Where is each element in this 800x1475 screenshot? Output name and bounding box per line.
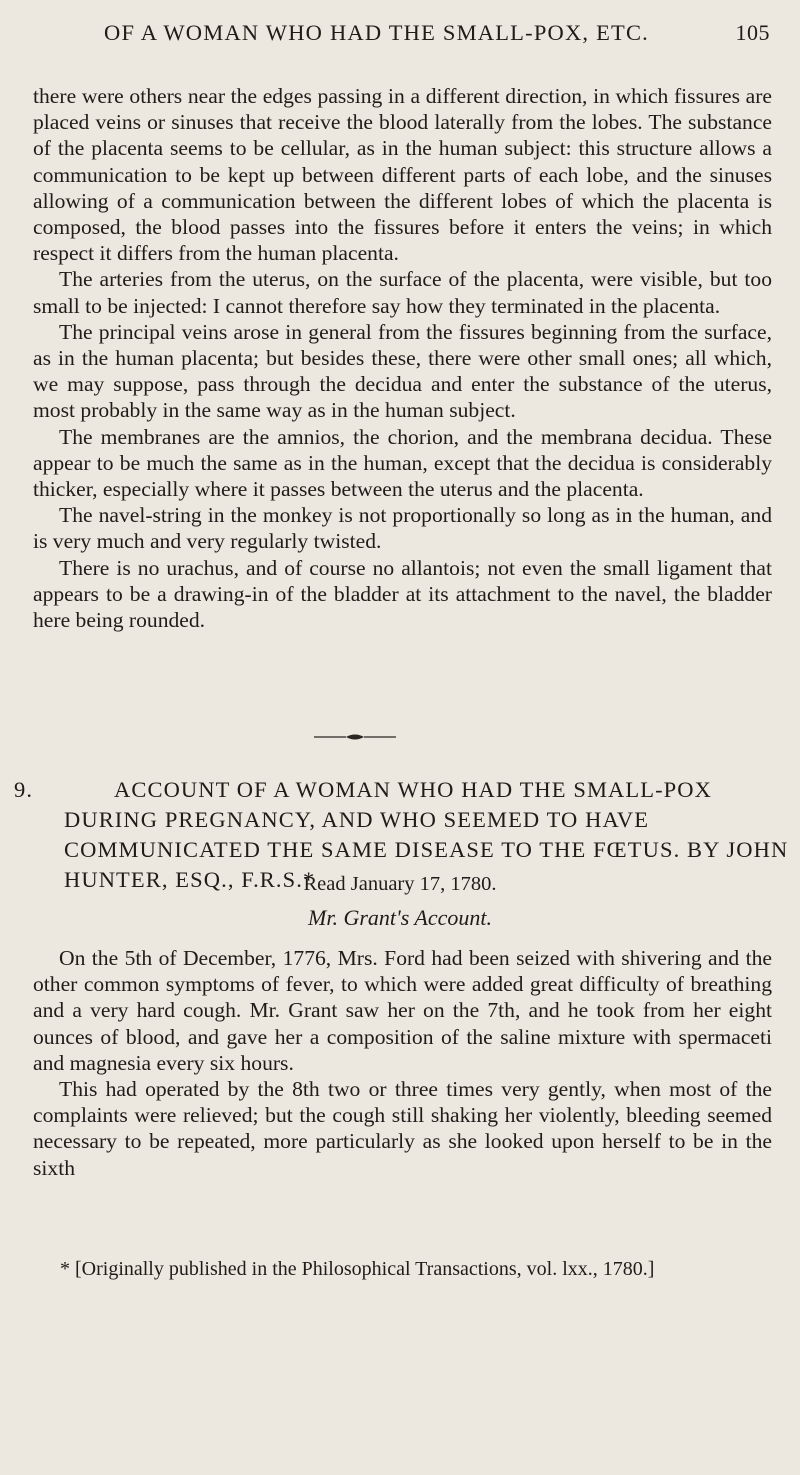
subheading: Mr. Grant's Account. xyxy=(308,905,492,930)
running-head xyxy=(104,20,770,46)
running-title: OF A WOMAN WHO HAD THE SMALL-POX, ETC. xyxy=(104,20,649,45)
body-text-bottom xyxy=(33,945,772,1181)
article-title-text: ACCOUNT OF A WOMAN WHO HAD THE SMALL-POX DURING PREGNANCY, AND WHO SEEMED TO HAVE COMMUNICATED THE SAME DISEASE TO THE FŒTUS. BY JOHN HUNTER, ESQ., F.R.S.* xyxy=(64,777,789,892)
paragraph: The arteries from the uterus, on the surface of the placenta, were visible, but too small to be injected: I cannot therefore say how they terminated in the placenta. xyxy=(33,267,772,318)
paragraph: The membranes are the amnios, the chorion, and the membrana decidua. These appear to be much the same as in the human, except that the decidua is considerably thicker, especially where it passes between the uterus and the placenta. xyxy=(33,424,772,502)
page-number: 105 xyxy=(735,20,770,45)
article-number: 9. xyxy=(14,777,34,802)
paragraph: There is no urachus, and of course no allantois; not even the small ligament that appears to be a drawing-in of the bladder at its attachment to the navel, the bladder here being rounded. xyxy=(33,555,772,633)
paragraph: The navel-string in the monkey is not proportionally so long as in the human, and is very much and very regularly twisted. xyxy=(33,503,772,554)
section-divider-ornament xyxy=(314,733,396,741)
paragraph: The principal veins arose in general from the fissures beginning from the surface, as in the human placenta; but besides these, there were other small ones; all which, we may suppose, pass through the decidua and enter the substance of the uterus, most probably in the same way as in the human subject. xyxy=(33,319,772,423)
paragraph: there were others near the edges passing in a different direction, in which fissures are placed veins or sinuses that receive the blood laterally from the lobes. The substance of the placenta seems to be cellular, as in the human subject: this structure allows a communication to be kept up between different parts of each lobe, and the sinuses allowing of a communication between the different lobes of which the placenta is composed, the blood passes into the fissures before it enters the veins; in which respect it differs from the human placenta. xyxy=(33,84,772,266)
paragraph: This had operated by the 8th two or three times very gently, when most of the complaints were relieved; but the cough still shaking her violently, bleeding seemed necessary to be repeated, more particularly as she looked upon herself to be in the sixth xyxy=(33,1077,772,1180)
paragraph: On the 5th of December, 1776, Mrs. Ford had been seized with shivering and the other common symptoms of fever, to which were added great difficulty of breathing and a very hard cough. Mr. Grant saw her on the 7th, and he took from her eight ounces of blood, and gave her a composition of the saline mixture with spermaceti and magnesia every six hours. xyxy=(33,946,772,1075)
read-date: Read January 17, 1780. xyxy=(303,873,497,895)
body-text-top xyxy=(33,83,772,633)
footnote: * [Originally published in the Philosophical Transactions, vol. lxx., 1780.] xyxy=(60,1258,655,1280)
